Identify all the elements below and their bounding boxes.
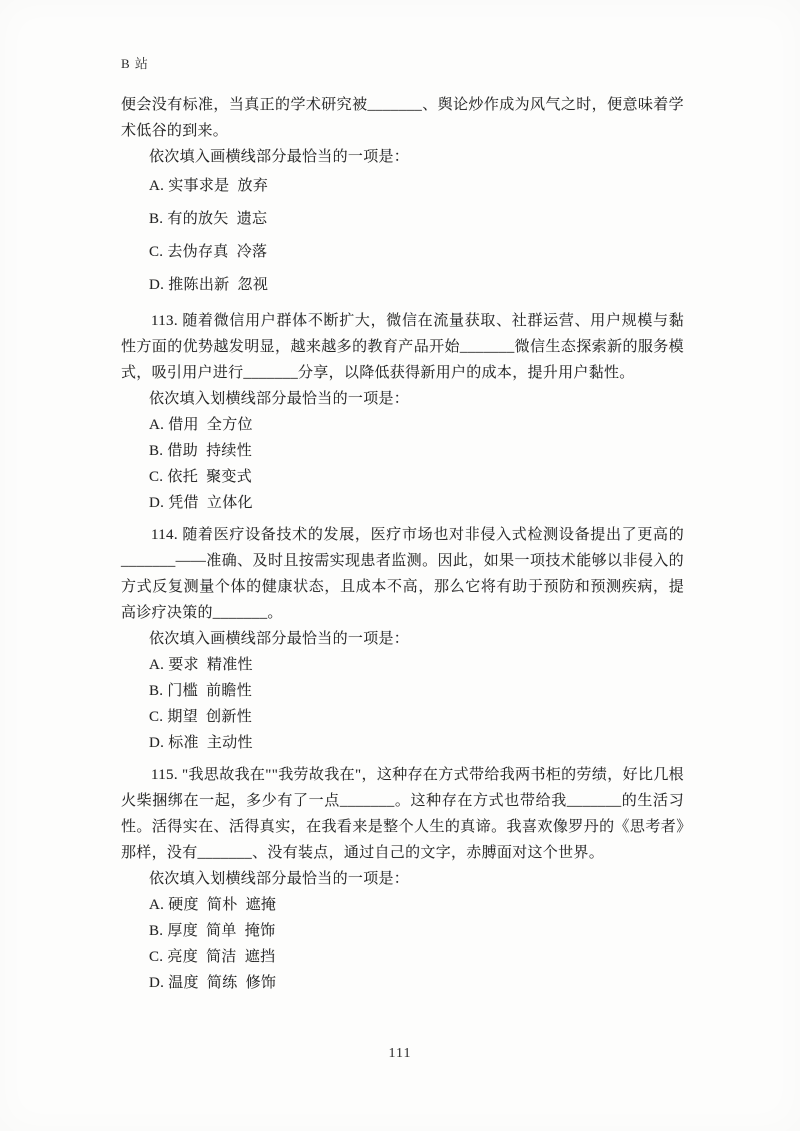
option-b: B. 有的放矢 遗忘 <box>149 211 268 227</box>
page-number: 111 <box>388 1046 412 1061</box>
option-d: D. 凭借 立体化 <box>149 495 253 511</box>
question-body: 113. 随着微信用户群体不断扩大，微信在流量获取、社群运营、用户规模与黏性方面的优势越发明显，越来越多的教育产品开始_______微信生态探索新的服务模式，吸引用户进行_______分享，以降低获得新用户的成本，提升用户黏性。 <box>121 313 684 381</box>
question-body: 114. 随着医疗设备技术的发展，医疗市场也对非侵入式检测设备提出了更高的_______——准确、及时且按需实现患者监测。因此，如果一项技术能够以非侵入的方式反复测量个体的健康状态，且成本不高，那么它将有助于预防和预测疾病，提高诊疗决策的_______。 <box>121 527 684 621</box>
option-d: D. 推陈出新 忽视 <box>149 277 269 293</box>
question-prompt: 依次填入划横线部分最恰当的一项是： <box>149 871 410 887</box>
option-c: C. 依托 聚变式 <box>149 469 253 485</box>
option-d: D. 温度 简练 修饰 <box>149 975 277 991</box>
question-block-112 <box>121 92 684 302</box>
option-a: A. 硬度 简朴 遮掩 <box>149 897 277 913</box>
question-block-113 <box>121 308 684 516</box>
option-a: A. 借用 全方位 <box>149 417 253 433</box>
option-d: D. 标准 主动性 <box>149 735 253 751</box>
option-b: B. 借助 持续性 <box>149 443 253 459</box>
question-body: 115. "我思故我在""我劳故我在"，这种存在方式带给我两书柜的劳绩，好比几根火柴捆绑在一起，多少有了一点_______。这种存在方式也带给我_______的生活习性。活得实在、活得真实，在我看来是整个人生的真谛。我喜欢像罗丹的《思考者》那样，没有_______、没有装点，通过自己的文字，赤膊面对这个世界。 <box>121 767 684 861</box>
question-prompt: 依次填入划横线部分最恰当的一项是： <box>149 391 410 407</box>
question-prompt: 依次填入画横线部分最恰当的一项是： <box>149 631 410 647</box>
option-c: C. 亮度 简洁 遮挡 <box>149 949 276 965</box>
option-b: B. 厚度 简单 掩饰 <box>149 923 276 939</box>
option-c: C. 去伪存真 冷落 <box>149 244 268 260</box>
question-body: 便会没有标准，当真正的学术研究被_______、舆论炒作成为风气之时，便意味着学术低谷的到来。 <box>121 97 684 139</box>
option-c: C. 期望 创新性 <box>149 709 253 725</box>
page-header: B 站 <box>121 56 149 71</box>
question-prompt: 依次填入画横线部分最恰当的一项是： <box>149 149 410 165</box>
option-b: B. 门槛 前瞻性 <box>149 683 253 699</box>
option-a: A. 要求 精准性 <box>149 657 253 673</box>
question-block-115 <box>121 762 684 996</box>
option-a: A. 实事求是 放弃 <box>149 178 269 194</box>
question-block-114 <box>121 522 684 756</box>
